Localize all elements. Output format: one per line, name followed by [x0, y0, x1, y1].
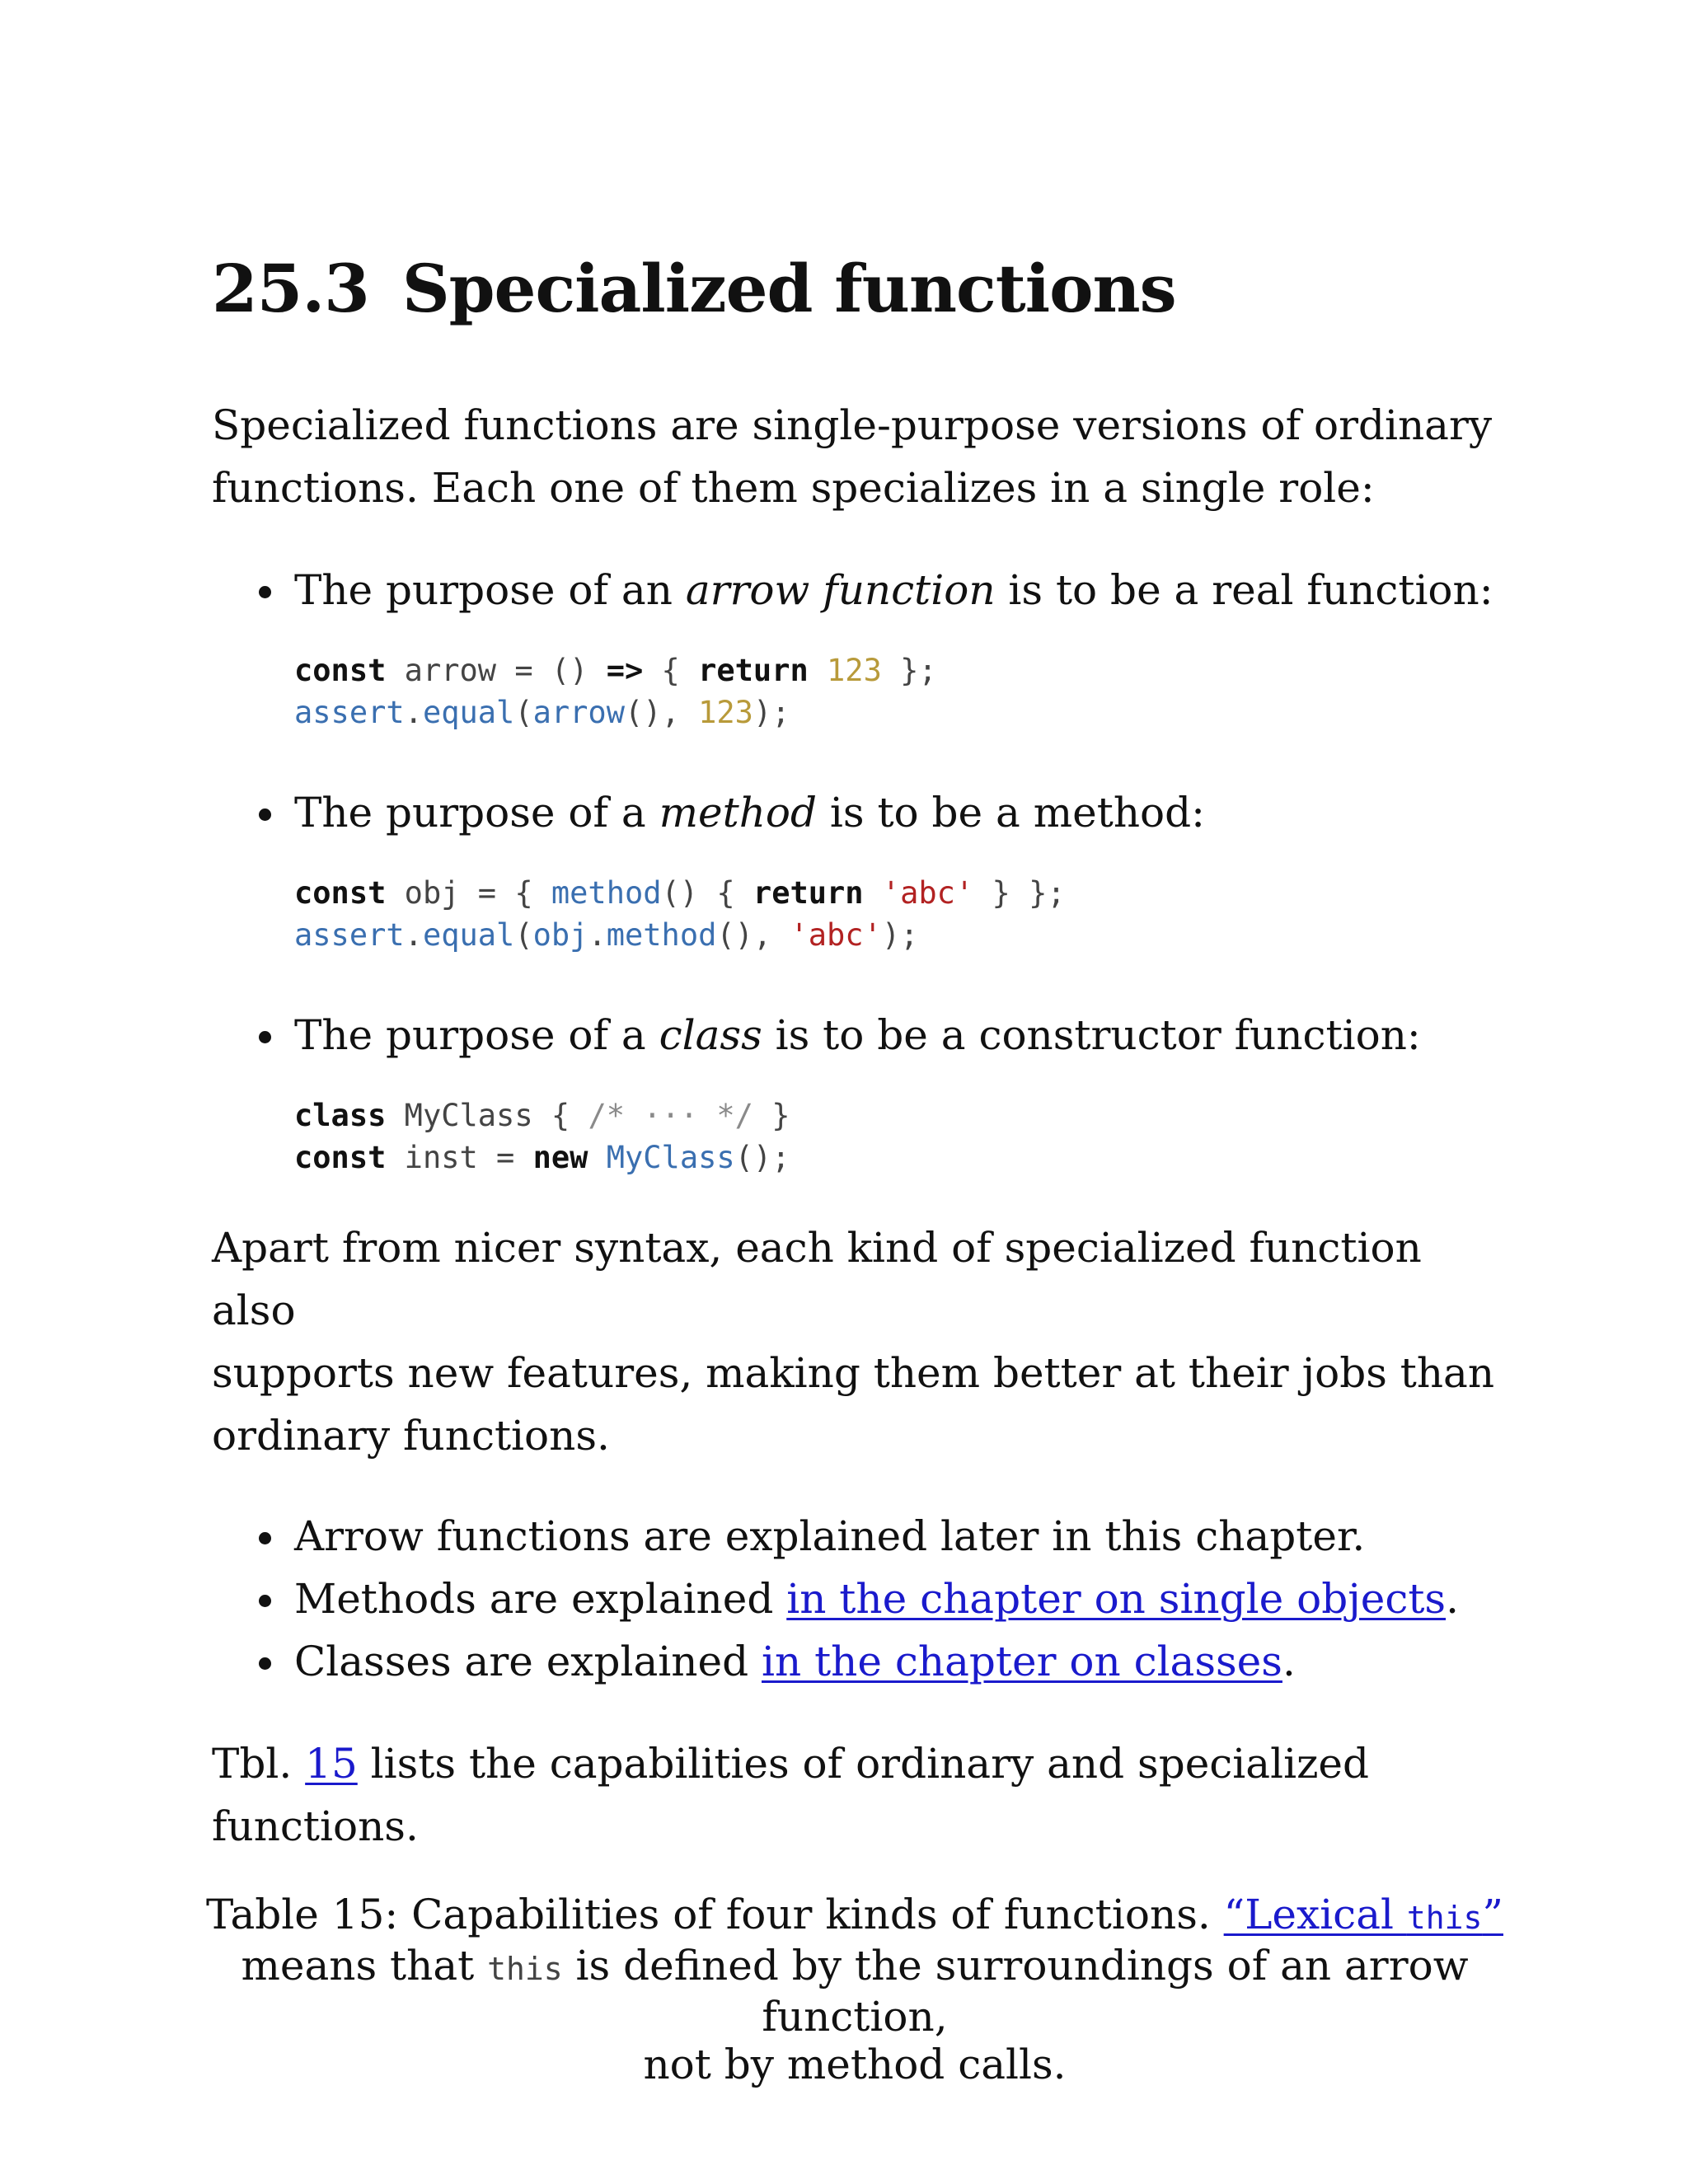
code-token: equal — [422, 695, 515, 730]
code-token: arrow = () — [386, 653, 607, 688]
code-token: }; — [881, 653, 937, 688]
caption-text: means that — [241, 1942, 488, 1990]
code-token: MyClass — [606, 1140, 735, 1175]
apart-line-1: Apart from nicer syntax, each kind of specialized function also — [212, 1224, 1422, 1334]
purpose-text: The purpose of a — [294, 1011, 659, 1059]
code-token: method — [551, 875, 662, 911]
intro-line-1: Specialized functions are single-purpose versions of ordinary — [212, 401, 1493, 449]
purpose-emphasis: method — [659, 789, 818, 837]
code-token: () { — [661, 875, 753, 911]
code-block-arrow — [212, 649, 1498, 733]
explained-item-classes — [212, 1630, 1498, 1693]
section-number: 25.3 — [212, 250, 369, 327]
purpose-emphasis: arrow function — [685, 566, 996, 614]
code-token: => — [606, 653, 644, 688]
code-token: class — [294, 1098, 387, 1133]
purpose-item-method — [212, 781, 1498, 844]
single-objects-chapter-link[interactable]: in the chapter on single objects — [786, 1575, 1447, 1623]
explained-text: Classes are explained — [294, 1638, 762, 1685]
table-caption-container — [206, 1891, 1503, 2088]
code-token — [864, 875, 882, 911]
intro-line-2: functions. Each one of them specializes in a single role: — [212, 464, 1375, 512]
purpose-text: is to be a real function: — [995, 566, 1493, 614]
code-token: } }; — [973, 875, 1066, 911]
code-token: MyClass { — [386, 1098, 588, 1133]
document-page — [206, 247, 1503, 2088]
purpose-text: is to be a method: — [817, 789, 1205, 837]
purpose-list-arrow — [212, 559, 1498, 621]
code-token: return — [698, 653, 809, 688]
table-ref-text: Tbl. — [212, 1740, 306, 1788]
code-token: ( — [514, 917, 533, 953]
code-token: const — [294, 1140, 387, 1175]
code-block-class — [212, 1094, 1498, 1179]
code-token: 123 — [698, 695, 753, 730]
code-token: } — [753, 1098, 790, 1133]
code-token: (), — [625, 695, 699, 730]
code-token: const — [294, 653, 387, 688]
code-token: (), — [716, 917, 790, 953]
caption-text: not by method calls. — [643, 2041, 1067, 2088]
classes-chapter-link[interactable]: in the chapter on classes — [762, 1638, 1282, 1685]
code-token: return — [753, 875, 864, 911]
purpose-text: The purpose of a — [294, 789, 659, 837]
code-block-method — [212, 872, 1498, 956]
caption-text: Table 15: Capabilities of four kinds of functions. — [206, 1891, 1224, 1938]
explained-item-arrow — [212, 1505, 1498, 1568]
section-heading — [212, 247, 1498, 330]
code-token: const — [294, 875, 387, 911]
caption-inline-code: this — [487, 1951, 563, 1987]
purpose-item-class — [212, 1004, 1498, 1066]
code-token: method — [606, 917, 717, 953]
code-token: inst = — [386, 1140, 533, 1175]
purpose-text: The purpose of an — [294, 566, 686, 614]
purpose-list-method — [212, 781, 1498, 844]
code-token: obj = { — [386, 875, 551, 911]
intro-paragraph — [212, 394, 1498, 519]
code-token: obj — [532, 917, 588, 953]
code-token: new — [532, 1140, 588, 1175]
explained-item-methods — [212, 1568, 1498, 1630]
lexical-link-end: ” — [1482, 1891, 1503, 1938]
lexical-link-code: this — [1406, 1900, 1483, 1936]
code-token: assert — [294, 695, 405, 730]
code-token: assert — [294, 917, 405, 953]
code-token: arrow — [532, 695, 625, 730]
code-token: ); — [881, 917, 919, 953]
code-token: . — [404, 695, 423, 730]
table-ref-text: lists the capabilities of ordinary and specialized functions. — [212, 1740, 1370, 1850]
purpose-emphasis: class — [659, 1011, 762, 1059]
lexical-link-text: “Lexical — [1223, 1891, 1407, 1938]
code-token: { — [643, 653, 699, 688]
lexical-this-link[interactable] — [1224, 1891, 1503, 1938]
purpose-text: is to be a constructor function: — [762, 1011, 1421, 1059]
explained-text: . — [1446, 1575, 1459, 1623]
explained-text: . — [1282, 1638, 1296, 1685]
purpose-item-arrow — [212, 559, 1498, 621]
code-token: (); — [734, 1140, 790, 1175]
code-token: equal — [422, 917, 515, 953]
section-title: Specialized functions — [401, 250, 1176, 327]
code-token — [588, 1140, 606, 1175]
code-token: . — [404, 917, 423, 953]
apart-paragraph — [212, 1216, 1498, 1467]
explained-text: Arrow functions are explained later in this chapter. — [294, 1512, 1366, 1560]
code-token: 'abc' — [881, 875, 974, 911]
table-caption — [162, 1891, 1547, 2088]
apart-line-2: supports new features, making them better at their jobs than — [212, 1349, 1495, 1397]
caption-text: is defined by the surroundings of an arrow function, — [562, 1942, 1469, 2041]
explained-text: Methods are explained — [294, 1575, 787, 1623]
code-token: 123 — [827, 653, 882, 688]
table-15-link[interactable]: 15 — [305, 1740, 358, 1788]
purpose-list-class — [212, 1004, 1498, 1066]
code-token: 'abc' — [790, 917, 882, 953]
code-token: /* ··· */ — [588, 1098, 753, 1133]
explained-list — [212, 1505, 1498, 1693]
table-reference-paragraph — [212, 1732, 1498, 1858]
apart-line-3: ordinary functions. — [212, 1412, 610, 1460]
code-token: ( — [514, 695, 533, 730]
code-token: ); — [753, 695, 790, 730]
code-token — [809, 653, 827, 688]
code-token: . — [588, 917, 607, 953]
